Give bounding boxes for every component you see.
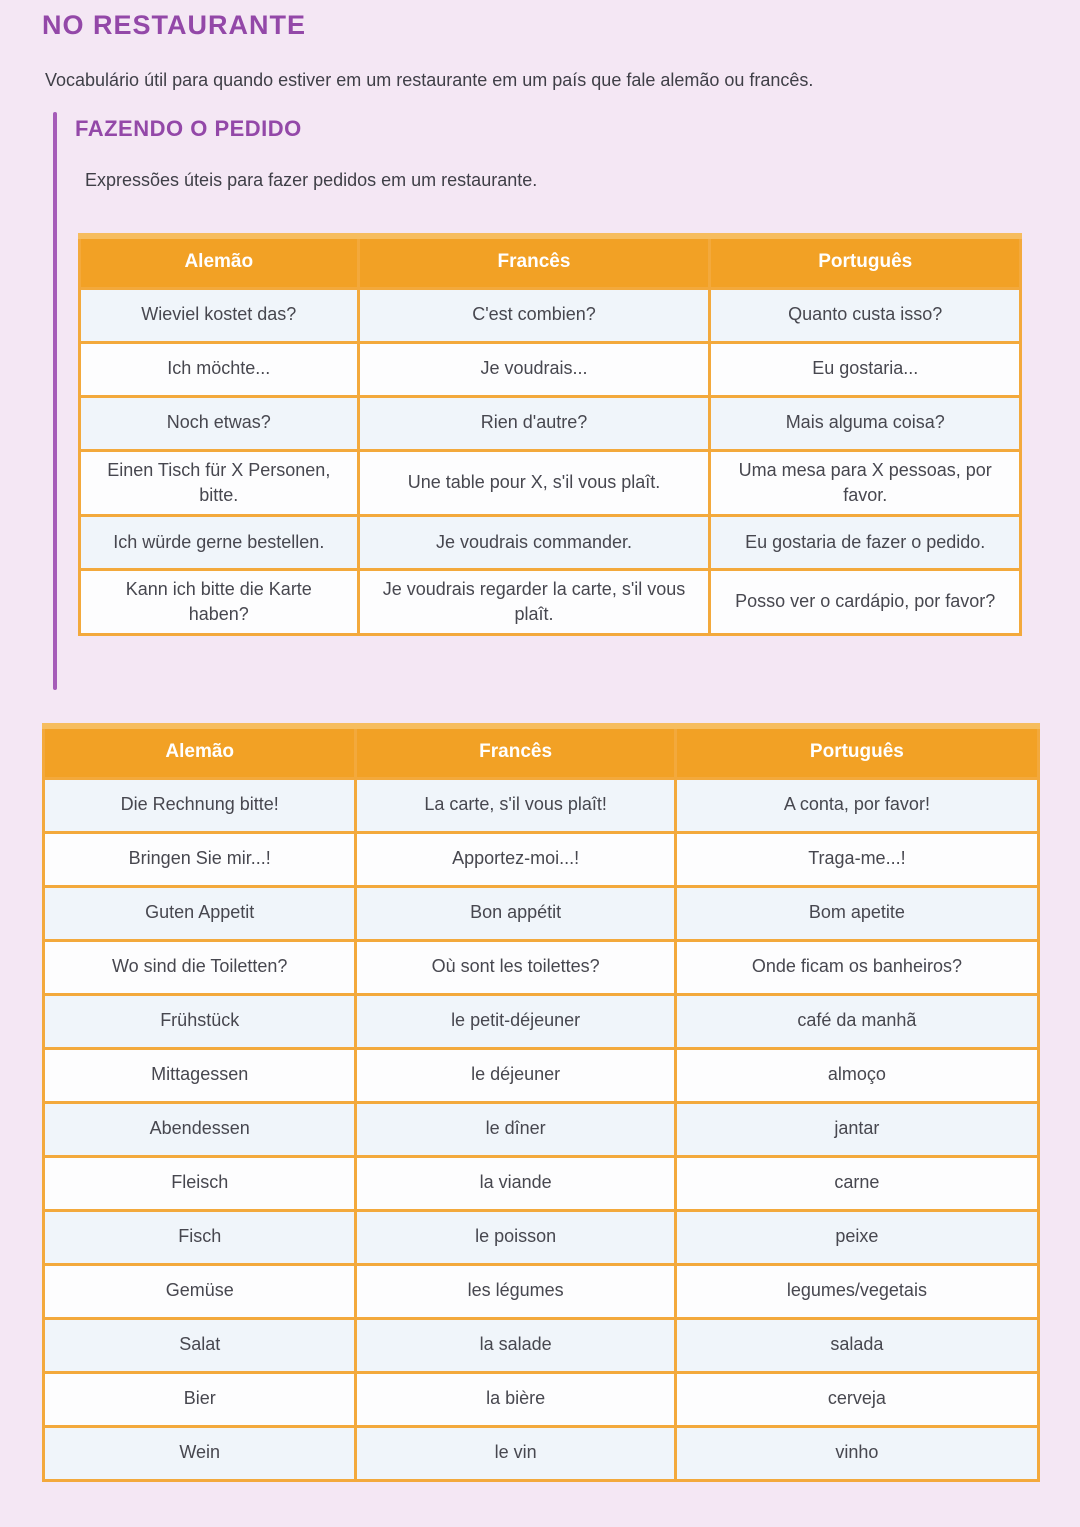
table-row [80,396,1021,450]
table-row [44,1210,1039,1264]
table-row [44,1426,1039,1480]
restaurant-vocab-table [42,723,1040,1482]
table-row [80,288,1021,342]
table-cell: Apportez-moi...! [356,832,675,886]
table-cell: Bier [44,1372,356,1426]
table-cell: Guten Appetit [44,886,356,940]
table-cell: Kann ich bitte die Karte haben? [80,569,359,634]
table-cell: la viande [356,1156,675,1210]
table-row [44,778,1039,832]
table-cell: Quanto custa isso? [710,288,1021,342]
table-cell: almoço [675,1048,1038,1102]
table-cell: Ich würde gerne bestellen. [80,515,359,569]
table-row [44,1156,1039,1210]
table-cell: Frühstück [44,994,356,1048]
table-cell: Ich möchte... [80,342,359,396]
table-cell: Gemüse [44,1264,356,1318]
table-row [44,940,1039,994]
header-cell-portuguese: Português [675,726,1038,778]
table-row [44,994,1039,1048]
page-subtitle: Vocabulário útil para quando estiver em um restaurante em um país que fale alemão ou francês. [45,70,814,90]
header-cell-french: Francês [356,726,675,778]
table-row [80,342,1021,396]
table-cell: la bière [356,1372,675,1426]
table-row [80,569,1021,634]
ordering-phrases-table [78,233,1022,636]
table-cell: peixe [675,1210,1038,1264]
table-cell: Uma mesa para X pessoas, por favor. [710,450,1021,515]
table-cell: les légumes [356,1264,675,1318]
table-cell: Je voudrais commander. [358,515,710,569]
table-header-row [44,726,1039,778]
table-cell: legumes/vegetais [675,1264,1038,1318]
table-row [44,1102,1039,1156]
table-header-row [80,236,1021,288]
table-row [44,886,1039,940]
table-cell: Die Rechnung bitte! [44,778,356,832]
header-cell-german: Alemão [44,726,356,778]
table-cell: Eu gostaria de fazer o pedido. [710,515,1021,569]
table-row [44,1318,1039,1372]
table-cell: carne [675,1156,1038,1210]
table-cell: Eu gostaria... [710,342,1021,396]
table-cell: Wo sind die Toiletten? [44,940,356,994]
section-description: Expressões úteis para fazer pedidos em um restaurante. [85,170,538,190]
page-title: NO RESTAURANTE [42,10,307,40]
table-cell: Fleisch [44,1156,356,1210]
table-cell: Wieviel kostet das? [80,288,359,342]
table-cell: le petit-déjeuner [356,994,675,1048]
table-row [44,1048,1039,1102]
table-cell: le dîner [356,1102,675,1156]
table-row [80,450,1021,515]
table-row [44,1264,1039,1318]
table-cell: Une table pour X, s'il vous plaît. [358,450,710,515]
table-cell: jantar [675,1102,1038,1156]
table-cell: C'est combien? [358,288,710,342]
table-cell: Bon appétit [356,886,675,940]
table-cell: café da manhã [675,994,1038,1048]
table-cell: salada [675,1318,1038,1372]
table-row [44,832,1039,886]
table-cell: la salade [356,1318,675,1372]
header-cell-portuguese: Português [710,236,1021,288]
table-cell: Où sont les toilettes? [356,940,675,994]
table-cell: Noch etwas? [80,396,359,450]
table-cell: Je voudrais regarder la carte, s'il vous plaît. [358,569,710,634]
table-cell: Onde ficam os banheiros? [675,940,1038,994]
table-cell: le poisson [356,1210,675,1264]
table-row [80,515,1021,569]
table-cell: Je voudrais... [358,342,710,396]
section-heading: FAZENDO O PEDIDO [75,116,302,141]
header-cell-french: Francês [358,236,710,288]
table-row [44,1372,1039,1426]
table-cell: Wein [44,1426,356,1480]
table-cell: Mais alguma coisa? [710,396,1021,450]
table-cell: La carte, s'il vous plaît! [356,778,675,832]
table-cell: Salat [44,1318,356,1372]
table-cell: A conta, por favor! [675,778,1038,832]
table-cell: cerveja [675,1372,1038,1426]
table-cell: Abendessen [44,1102,356,1156]
table-cell: Posso ver o cardápio, por favor? [710,569,1021,634]
table-cell: Fisch [44,1210,356,1264]
table-cell: le déjeuner [356,1048,675,1102]
header-cell-german: Alemão [80,236,359,288]
table-cell: Bom apetite [675,886,1038,940]
table-cell: Mittagessen [44,1048,356,1102]
section-accent-bar [53,112,57,690]
table-cell: Rien d'autre? [358,396,710,450]
table-cell: Bringen Sie mir...! [44,832,356,886]
table-cell: le vin [356,1426,675,1480]
table-cell: vinho [675,1426,1038,1480]
table-cell: Traga-me...! [675,832,1038,886]
table-cell: Einen Tisch für X Personen, bitte. [80,450,359,515]
